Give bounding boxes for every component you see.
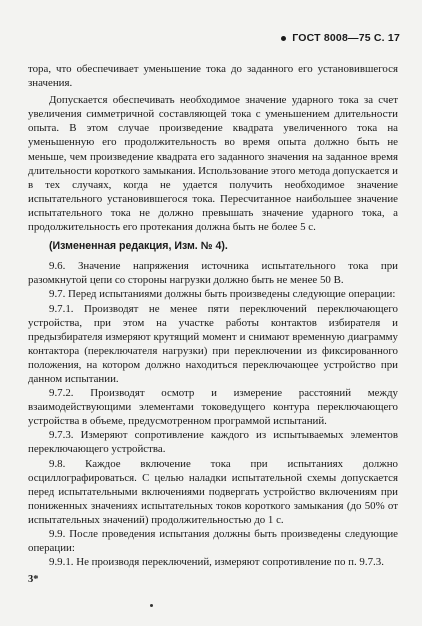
paragraph: 9.7.1. Производят не менее пяти переключений переключающего устройства, при этом на участке работы контактов избирателя и предызбирателя измеряют крутящий момент и снимают временную диаграмму контактора (переключателя нагрузки) при переключении из фиксированного положения, на котором должно находиться переключающее устройство при данном испытании.	[28, 302, 398, 385]
paragraph: Допускается обеспечивать необходимое значение ударного тока за счет увеличения симметричной составляющей тока с уменьшением длительности опыта. В этом случае произведение квадрата увеличенного тока на уменьшенную его продолжительность во время опыта должно быть не меньше, чем произведение квадрата его заданного значения на заданное время длительности короткого замыкания. Использование этого метода допускается и в тех случаях, когда не удается получить необходимое значение испытательного установившегося тока. Пересчитанное наибольшее значение испытательного тока не должно превышать значение ударного тока, а продолжительность его протекания должна быть не более 5 с.	[28, 94, 398, 234]
paragraph: 9.7. Перед испытаниями должны быть произведены следующие операции:	[49, 288, 396, 301]
bullet-mark	[281, 36, 286, 41]
paragraph: 9.9.1. Не производя переключений, измеряют сопротивление по п. 9.7.3.	[49, 556, 384, 569]
page-header	[281, 32, 400, 44]
header-text: ГОСТ 8008—75 С. 17	[292, 32, 400, 44]
paragraph: 9.6. Значение напряжения источника испытательного тока при разомкнутой цепи со стороны нагрузки должно быть не менее 50 В.	[28, 260, 398, 287]
document-body	[28, 62, 398, 569]
paragraph: 9.7.3. Измеряют сопротивление каждого из испытываемых элементов переключающего устройства.	[28, 429, 398, 456]
paragraph: 9.9. После проведения испытания должны быть произведены следующие операции:	[28, 528, 398, 555]
paragraph: 9.7.2. Производят осмотр и измерение расстояний между взаимодействующими элементами токоведущего контура переключающего устройства в объеме, предусмотренном программой испытаний.	[28, 387, 398, 428]
footer-mark: 3*	[28, 574, 39, 585]
amendment-note: (Измененная редакция, Изм. № 4).	[49, 240, 228, 253]
paragraph: тора, что обеспечивает уменьшение тока до заданного его установившегося значения.	[28, 63, 398, 90]
scan-speck	[150, 604, 153, 607]
paragraph: 9.8. Каждое включение тока при испытаниях должно осциллографироваться. С целью наладки испытательной схемы допускается перед испытательными включениями подвергать устройство включениям при пониженных значениях испытательных токов короткого замыкания (до 50% от испытательных значений) продолжительностью до 1 с.	[28, 457, 398, 526]
